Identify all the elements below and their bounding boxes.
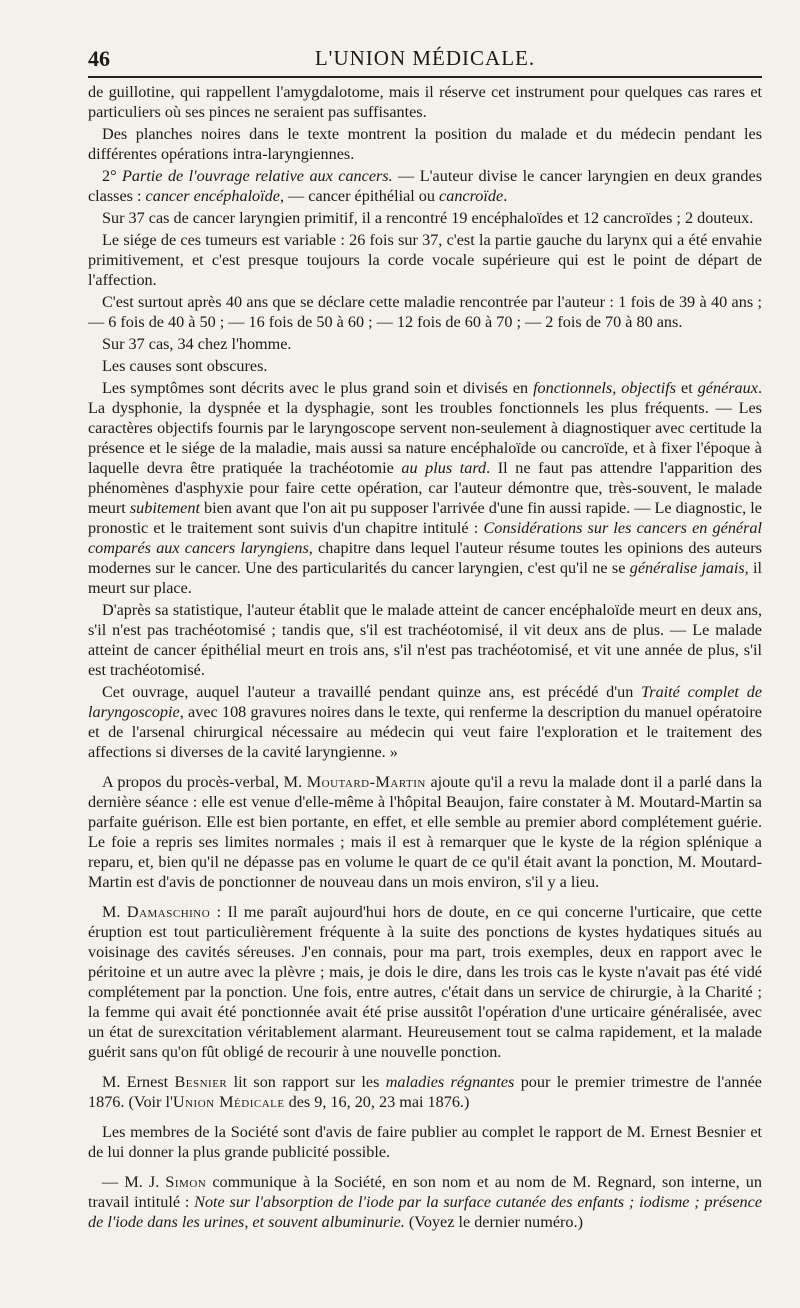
paragraph [88, 124, 762, 164]
header-rule [88, 76, 762, 78]
italic-text: généraux [697, 379, 758, 397]
text-run: — L'auteur divise le cancer laryngien en deux grandes classes : [88, 167, 762, 205]
small-caps-name: Union Médicale [172, 1093, 285, 1111]
paragraph [88, 1122, 762, 1162]
paragraph [88, 230, 762, 290]
article-body [88, 82, 762, 1232]
italic-text: subitement [129, 499, 200, 517]
text-run: de guillotine, qui rappellent l'amygdalotome, mais il réserve cet instrument pour quelques cas rares et particuliers où ses pinces ne seraient pas suffisantes. [88, 83, 762, 121]
italic-text: maladies régnantes [385, 1073, 515, 1091]
text-run: , avec 108 gravures noires dans le texte, qui renferme la description du manuel opératoire et de l'arsenal chirurgical nécessaire au médecin qui veut faire l'exploration et le traitement des affections si diverses de la cavité laryngienne. » [88, 703, 762, 761]
paragraph [88, 772, 762, 892]
italic-text: Partie de l'ouvrage relative aux cancers. [122, 167, 393, 185]
small-caps-name: Damaschino [126, 903, 211, 921]
text-run: Cet ouvrage, auquel l'auteur a travaillé pendant quinze ans, est précédé d'un [102, 683, 642, 701]
text-run: et [676, 379, 698, 397]
text-run: Les causes sont obscures. [102, 357, 268, 375]
italic-text: généralise jamais [629, 559, 745, 577]
paragraph [88, 334, 762, 354]
paragraph [88, 82, 762, 122]
text-run: . Il ne faut pas attendre l'apparition des phénomènes d'asphyxie pour faire cette opération, car l'auteur démontre que, très-souvent, le malade meurt [88, 459, 762, 517]
text-run: . [503, 187, 508, 205]
text-run: Le siége de ces tumeurs est variable : 26 fois sur 37, c'est la partie gauche du larynx qui a été envahie primitivement, et c'est presque toujours la corde vocale supérieure qui est le point de départ de l'affection. [88, 231, 762, 289]
italic-text: au plus tard [401, 459, 487, 477]
text-run: — M. J. [102, 1173, 166, 1191]
text-run: A propos du procès-verbal, M. [102, 773, 307, 791]
paragraph [88, 1072, 762, 1112]
italic-text: cancer encéphaloïde [145, 187, 280, 205]
paragraph [88, 1172, 762, 1232]
text-run: , il meurt sur place. [88, 559, 762, 597]
text-run: , chapitre dans lequel l'auteur résume toutes les opinions des auteurs modernes sur le cancer. Une des particularités du cancer laryngien, c'est qu'il ne se [88, 539, 762, 577]
text-run: lit son rapport sur les [227, 1073, 386, 1091]
italic-text: Traité complet de laryngoscopie [88, 683, 763, 721]
text-run: ajoute qu'il a revu la malade dont il a parlé dans la dernière séance : elle est venue d'elle-même à l'hôpital Beaujon, faire constater à M. Moutard-Martin sa parfaite guérison. Elle est bien portante, en effet, et elle semble au premier abord complétement guérie. Le foie a repris ses limites normales ; mais il est à remarquer que le kyste de la région splénique a reparu, et, bien qu'il ne dépasse pas en volume le quart de ce qu'il était avant la ponction, M. Moutard-Martin est d'avis de ponctionner de nouveau dans un mois environ, s'il y a lieu. [88, 773, 762, 891]
text-run: des 9, 16, 20, 23 mai 1876.) [284, 1093, 470, 1111]
text-run: pour le premier trimestre de l'année 1876. (Voir l' [88, 1073, 762, 1111]
paragraph [88, 292, 762, 332]
paragraph [88, 208, 762, 228]
italic-text: fonctionnels, objectifs [533, 379, 677, 397]
paragraph [88, 166, 762, 206]
text-run: M. Ernest [102, 1073, 175, 1091]
text-run: , — cancer épithélial ou [279, 187, 440, 205]
paragraph [88, 902, 762, 1062]
text-run: communique à la Société, en son nom et au nom de M. Regnard, son interne, un travail intitulé : [88, 1173, 762, 1211]
text-run: Sur 37 cas, 34 chez l'homme. [102, 335, 292, 353]
text-run: Des planches noires dans le texte montrent la position du malade et du médecin pendant les différentes opérations intra-laryngiennes. [88, 125, 762, 163]
text-run: : Il me paraît aujourd'hui hors de doute, en ce qui concerne l'urticaire, que cette éruption est tout particulièrement fréquente à la suite des ponctions de kystes hydatiques situés au voisinage des cavités séreuses. J'en connais, pour ma part, trois exemples, deux en rapport avec le péritoine et un autre avec la plèvre ; mais, je dois le dire, dans les trois cas le kyste n'avait pas été vidé complétement par la ponction. Une fois, entre autres, c'était dans un service de chirurgie, à la Charité ; la femme qui avait été ponctionnée avait été prise aussitôt l'opération d'une urticaire généralisée, avec un état de surexcitation véritablement alarmant. Heureusement tout se calma rapidement, et la malade guérit sans qu'on fût obligé de recourir à une nouvelle ponction. [88, 903, 762, 1061]
page-number: 46 [88, 46, 110, 71]
text-run: M. [102, 903, 127, 921]
page-header [88, 40, 762, 74]
text-run: D'après sa statistique, l'auteur établit que le malade atteint de cancer encéphaloïde meurt en deux ans, s'il n'est pas trachéotomisé ; tandis que, s'il est trachéotomisé, il vit deux ans de plus. — Le malade atteint de cancer épithélial meurt en trois ans, s'il n'est pas trachéotomisé, et vit une année de plus, s'il est trachéotomisé. [88, 601, 762, 679]
italic-text: Considérations sur les cancers en général comparés aux cancers laryngiens [88, 519, 762, 557]
text-run: bien avant que l'on ait pu supposer l'arrivée d'une fin aussi rapide. — Le diagnostic, le pronostic et le traitement sont suivis d'un chapitre intitulé : [88, 499, 762, 537]
text-run: Les symptômes sont décrits avec le plus grand soin et divisés en [102, 379, 534, 397]
text-run: . La dysphonie, la dyspnée et la dysphagie, sont les troubles fonctionnels les plus fréquents. — Les caractères objectifs fournis par le laryngoscope servent non-seulement à diagnostiquer avec certitude la présence et le siége de la maladie, mais aussi sa nature encéphaloïde ou cancroïde, et à fixer l'époque à laquelle devra être pratiquée la trachéotomie [88, 379, 762, 477]
text-run: 2° [102, 167, 123, 185]
text-run: (Voyez le dernier numéro.) [404, 1213, 583, 1231]
small-caps-name: Besnier [174, 1073, 228, 1091]
italic-text: Note sur l'absorption de l'iode par la surface cutanée des enfants ; iodisme ; présence de l'iode dans les urines, et souvent albuminurie. [88, 1193, 763, 1231]
text-run: C'est surtout après 40 ans que se déclare cette maladie rencontrée par l'auteur : 1 fois de 39 à 40 ans ; — 6 fois de 40 à 50 ; — 16 fois de 50 à 60 ; — 12 fois de 60 à 70 ; — 2 fois de 70 à 80 ans. [88, 293, 762, 331]
paragraph [88, 600, 762, 680]
paragraph [88, 682, 762, 762]
paragraph [88, 378, 762, 598]
journal-title: L'UNION MÉDICALE. [314, 46, 536, 70]
text-run: Les membres de la Société sont d'avis de faire publier au complet le rapport de M. Ernest Besnier et de lui donner la plus grande publicité possible. [88, 1123, 762, 1161]
paragraph [88, 356, 762, 376]
text-run: Sur 37 cas de cancer laryngien primitif, il a rencontré 19 encéphaloïdes et 12 cancroïdes ; 2 douteux. [102, 209, 754, 227]
small-caps-name: Moutard-Martin [306, 773, 426, 791]
small-caps-name: Simon [165, 1173, 207, 1191]
italic-text: cancroïde [439, 187, 504, 205]
